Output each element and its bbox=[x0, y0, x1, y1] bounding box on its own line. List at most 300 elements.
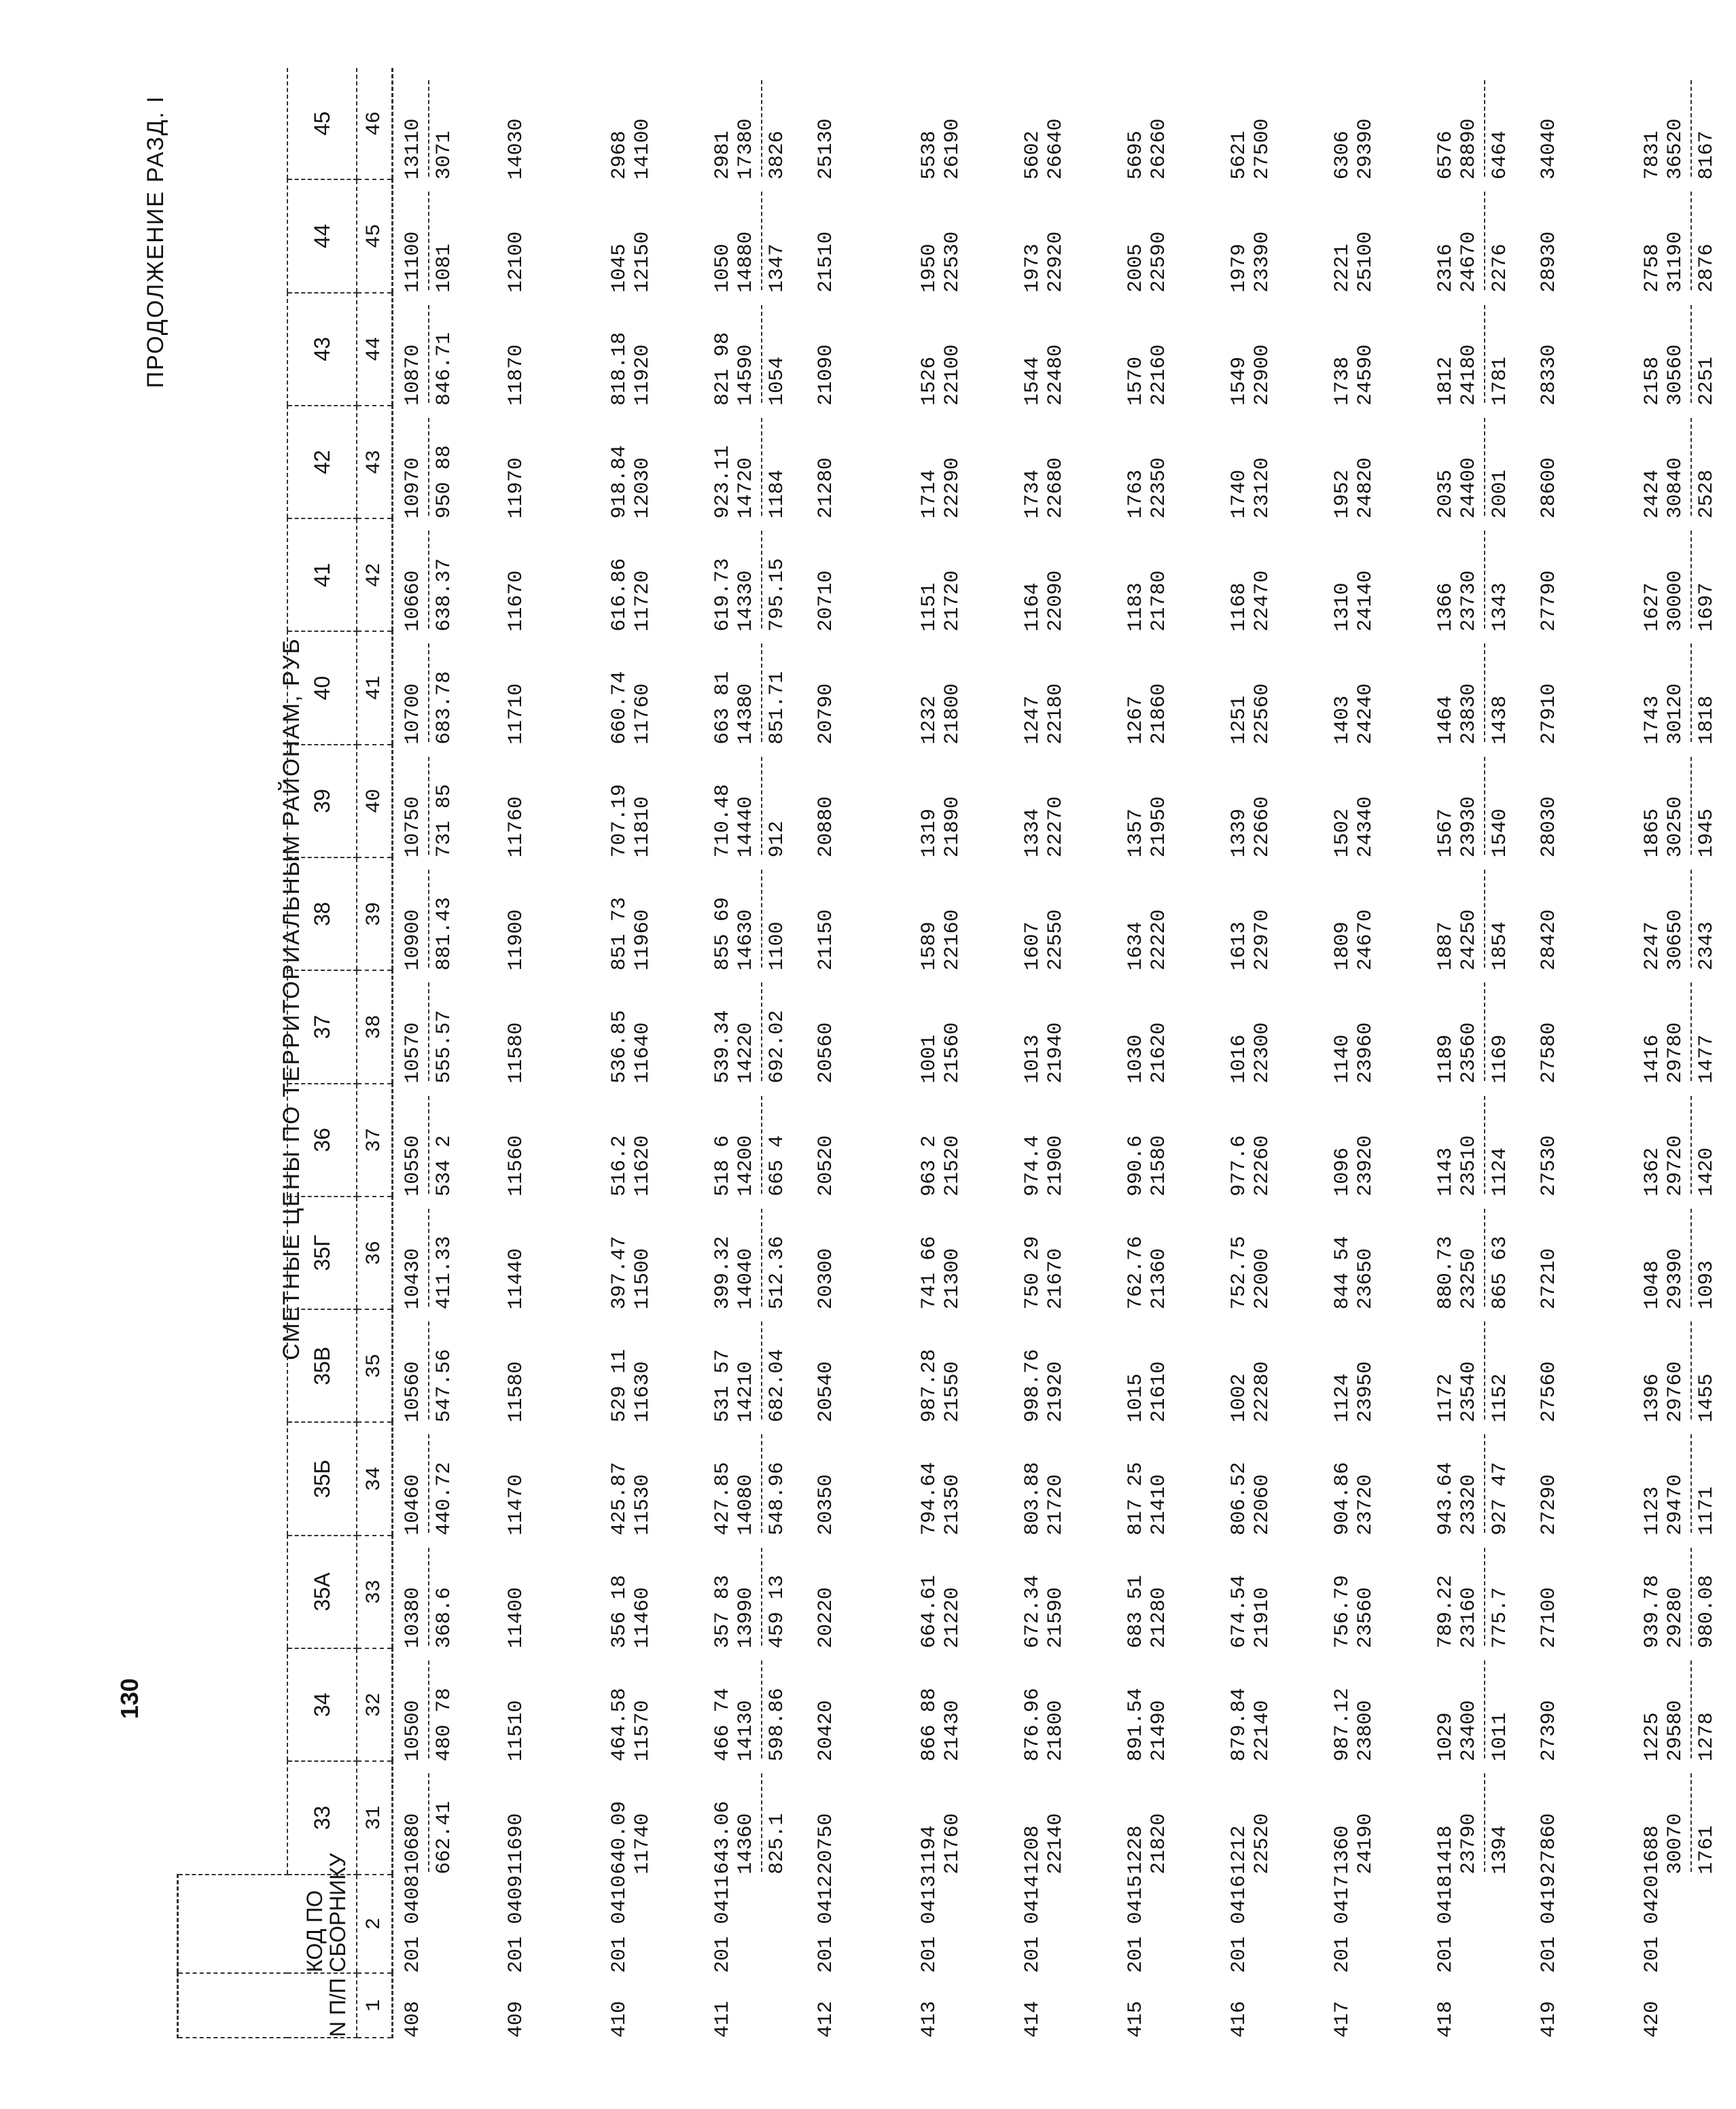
dash-separator bbox=[761, 1209, 762, 1307]
price-value: 2001 bbox=[1488, 469, 1512, 519]
price-value: 28030 bbox=[1537, 796, 1561, 858]
price-value: 846.71 bbox=[432, 332, 456, 406]
price-value: 2968 bbox=[607, 130, 631, 180]
price-value: 1366 bbox=[1434, 582, 1457, 632]
price-cell bbox=[1220, 1197, 1323, 1309]
price-cell bbox=[1013, 406, 1116, 518]
price-value: 752.75 bbox=[1227, 1236, 1251, 1310]
price-cell bbox=[1013, 1648, 1116, 1761]
price-value: 660.74 bbox=[607, 671, 631, 745]
dash-separator bbox=[1484, 1096, 1485, 1194]
price-value: 29470 bbox=[1663, 1474, 1687, 1536]
price-value: 25130 bbox=[814, 118, 838, 180]
price-value: 23390 bbox=[1250, 231, 1274, 293]
price-value: 22920 bbox=[1044, 231, 1067, 293]
price-value: 20710 bbox=[814, 570, 838, 632]
row-number: 420 bbox=[1640, 2000, 1664, 2038]
price-cell bbox=[1529, 1084, 1633, 1197]
price-cell bbox=[600, 1761, 703, 1874]
price-value: 10430 bbox=[401, 1248, 425, 1310]
price-value: 1973 bbox=[1021, 243, 1044, 293]
price-value: 21550 bbox=[940, 1361, 964, 1423]
price-cell bbox=[807, 1648, 910, 1761]
price-value: 23160 bbox=[1457, 1587, 1481, 1649]
price-value: 683 51 bbox=[1124, 1575, 1148, 1649]
price-value: 27790 bbox=[1537, 570, 1561, 632]
price-cell bbox=[1323, 68, 1426, 179]
region-header: 42 bbox=[287, 406, 357, 518]
price-value: 11440 bbox=[504, 1248, 528, 1310]
price-cell bbox=[392, 857, 497, 970]
price-cell bbox=[1220, 1536, 1323, 1648]
price-value: 879.84 bbox=[1227, 1688, 1251, 1762]
price-value: 21520 bbox=[940, 1135, 964, 1197]
price-value: 21920 bbox=[1044, 1361, 1067, 1423]
price-value: 1081 bbox=[432, 243, 456, 293]
region-header: 36 bbox=[287, 1084, 357, 1197]
dash-separator bbox=[761, 1096, 762, 1194]
price-value: 21820 bbox=[1147, 1813, 1171, 1875]
price-cell bbox=[1220, 745, 1323, 857]
price-value: 480 78 bbox=[432, 1688, 456, 1762]
price-cell bbox=[497, 293, 600, 406]
price-cell bbox=[392, 293, 497, 406]
column-number: 35 bbox=[357, 1309, 393, 1422]
price-value: 22270 bbox=[1044, 796, 1067, 858]
price-value: 707.19 bbox=[607, 784, 631, 858]
price-value: 20750 bbox=[814, 1813, 838, 1875]
price-value: 25100 bbox=[1353, 231, 1377, 293]
price-value: 10460 bbox=[401, 1474, 425, 1536]
price-value: 24590 bbox=[1353, 344, 1377, 406]
price-value: 11470 bbox=[504, 1474, 528, 1536]
region-header: 35А bbox=[287, 1536, 357, 1648]
price-value: 927 47 bbox=[1488, 1461, 1512, 1536]
price-value: 643.06 bbox=[711, 1801, 734, 1875]
dash-separator bbox=[1690, 1096, 1692, 1194]
price-cell bbox=[1633, 518, 1736, 631]
price-value: 881.43 bbox=[432, 897, 456, 971]
price-cell bbox=[1220, 1422, 1323, 1535]
price-cell bbox=[1529, 1536, 1633, 1648]
price-cell bbox=[1633, 632, 1736, 745]
price-cell bbox=[1116, 518, 1220, 631]
price-value: 12150 bbox=[631, 231, 654, 293]
price-value: 1045 bbox=[607, 243, 631, 293]
row-code: 201 0418 bbox=[1434, 1875, 1457, 1973]
price-value: 24820 bbox=[1353, 457, 1377, 519]
price-value: 1979 bbox=[1227, 243, 1251, 293]
price-value: 21860 bbox=[1147, 683, 1171, 745]
price-value: 6576 bbox=[1434, 130, 1457, 180]
price-value: 440.72 bbox=[432, 1461, 456, 1536]
price-value: 1002 bbox=[1227, 1373, 1251, 1423]
price-cell bbox=[1529, 293, 1633, 406]
price-value: 851 73 bbox=[607, 897, 631, 971]
dash-separator bbox=[428, 1096, 429, 1194]
price-cell bbox=[807, 68, 910, 179]
price-value: 1015 bbox=[1124, 1373, 1148, 1423]
price-value: 21720 bbox=[940, 570, 964, 632]
price-value: 1001 bbox=[917, 1034, 941, 1084]
price-cell bbox=[910, 518, 1013, 631]
dash-separator bbox=[1484, 192, 1485, 289]
row-number: 415 bbox=[1124, 2000, 1148, 2038]
column-number: 45 bbox=[357, 179, 393, 292]
price-value: 21760 bbox=[940, 1813, 964, 1875]
price-value: 22660 bbox=[1250, 796, 1274, 858]
price-value: 1096 bbox=[1330, 1147, 1354, 1197]
row-code: 201 0420 bbox=[1640, 1875, 1664, 1973]
column-number: 44 bbox=[357, 293, 393, 406]
price-value: 21910 bbox=[1250, 1587, 1274, 1649]
price-value: 23790 bbox=[1457, 1813, 1481, 1875]
price-value: 1589 bbox=[917, 921, 941, 971]
dash-separator bbox=[1484, 1548, 1485, 1646]
price-value: 1818 bbox=[1695, 695, 1718, 745]
column-number: 37 bbox=[357, 1084, 393, 1197]
table-row bbox=[910, 68, 1013, 2038]
price-cell bbox=[1426, 857, 1529, 970]
price-cell bbox=[1633, 1761, 1736, 1874]
price-value: 22530 bbox=[940, 231, 964, 293]
price-cell bbox=[1426, 1761, 1529, 1874]
price-cell bbox=[1220, 1648, 1323, 1761]
price-value: 1100 bbox=[765, 921, 789, 971]
dash-separator bbox=[428, 982, 429, 1080]
price-cell bbox=[1426, 1084, 1529, 1197]
price-value: 1016 bbox=[1227, 1034, 1251, 1084]
price-value: 5538 bbox=[917, 130, 941, 180]
price-value: 1477 bbox=[1695, 1034, 1718, 1084]
price-value: 750 29 bbox=[1021, 1236, 1044, 1310]
price-value: 22300 bbox=[1250, 1022, 1274, 1084]
price-value: 1225 bbox=[1640, 1712, 1664, 1762]
price-value: 741 66 bbox=[917, 1236, 941, 1310]
row-code: 201 0417 bbox=[1330, 1875, 1354, 1973]
price-value: 11510 bbox=[504, 1700, 528, 1762]
price-value: 24190 bbox=[1353, 1813, 1377, 1875]
price-value: 1011 bbox=[1488, 1712, 1512, 1762]
dash-separator bbox=[1484, 305, 1485, 403]
price-cell bbox=[1013, 179, 1116, 292]
price-cell bbox=[1116, 68, 1220, 179]
row-code: 201 0419 bbox=[1537, 1875, 1561, 1973]
price-value: 3071 bbox=[432, 130, 456, 180]
price-value: 1714 bbox=[917, 469, 941, 519]
price-cell bbox=[600, 1309, 703, 1422]
price-cell bbox=[910, 745, 1013, 857]
price-value: 12100 bbox=[504, 231, 528, 293]
price-value: 662.41 bbox=[432, 1801, 456, 1875]
price-cell bbox=[1323, 1761, 1426, 1874]
price-value: 23120 bbox=[1250, 457, 1274, 519]
price-value: 27580 bbox=[1537, 1022, 1561, 1084]
price-value: 28600 bbox=[1537, 457, 1561, 519]
price-value: 411.33 bbox=[432, 1236, 456, 1310]
dash-separator bbox=[1484, 418, 1485, 516]
price-cell bbox=[807, 1197, 910, 1309]
price-value: 1945 bbox=[1695, 809, 1718, 858]
dash-separator bbox=[761, 1661, 762, 1758]
price-cell bbox=[910, 1084, 1013, 1197]
price-value: 11580 bbox=[504, 1361, 528, 1423]
price-value: 1124 bbox=[1330, 1373, 1354, 1423]
price-value: 616.86 bbox=[607, 558, 631, 632]
price-value: 21800 bbox=[1044, 1700, 1067, 1762]
price-value: 11760 bbox=[631, 683, 654, 745]
price-value: 619.73 bbox=[711, 558, 734, 632]
price-cell bbox=[703, 632, 807, 745]
price-value: 23560 bbox=[1457, 1022, 1481, 1084]
price-value: 998.76 bbox=[1021, 1349, 1044, 1423]
price-cell bbox=[910, 857, 1013, 970]
price-value: 10570 bbox=[401, 1022, 425, 1084]
table-row bbox=[600, 68, 703, 2038]
price-cell bbox=[703, 1309, 807, 1422]
price-value: 950 88 bbox=[432, 445, 456, 519]
price-value: 939.78 bbox=[1640, 1575, 1664, 1649]
price-value: 2276 bbox=[1488, 243, 1512, 293]
price-value: 10680 bbox=[401, 1813, 425, 1875]
price-value: 2247 bbox=[1640, 921, 1664, 971]
price-value: 1634 bbox=[1124, 921, 1148, 971]
price-value: 2316 bbox=[1434, 243, 1457, 293]
price-cell bbox=[1323, 179, 1426, 292]
price-value: 29760 bbox=[1663, 1361, 1687, 1423]
price-value: 731 85 bbox=[432, 784, 456, 858]
rotated-content bbox=[143, 68, 1718, 2038]
price-value: 891.54 bbox=[1124, 1688, 1148, 1762]
price-value: 1360 bbox=[1330, 1825, 1354, 1875]
price-value: 10870 bbox=[401, 344, 425, 406]
price-value: 464.58 bbox=[607, 1688, 631, 1762]
price-cell bbox=[1426, 632, 1529, 745]
price-value: 11560 bbox=[504, 1135, 528, 1197]
price-value: 14080 bbox=[734, 1474, 758, 1536]
dash-separator bbox=[1690, 1661, 1692, 1758]
price-value: 710.48 bbox=[711, 784, 734, 858]
price-value: 22160 bbox=[1147, 344, 1171, 406]
price-value: 22520 bbox=[1250, 1813, 1274, 1875]
price-cell bbox=[1220, 179, 1323, 292]
price-cell bbox=[1633, 293, 1736, 406]
price-value: 1570 bbox=[1124, 356, 1148, 406]
price-cell bbox=[807, 293, 910, 406]
price-value: 8167 bbox=[1695, 130, 1718, 180]
price-value: 1194 bbox=[917, 1825, 941, 1875]
price-value: 20560 bbox=[814, 1022, 838, 1084]
price-value: 21590 bbox=[1044, 1587, 1067, 1649]
price-value: 21900 bbox=[1044, 1135, 1067, 1197]
price-value: 21950 bbox=[1147, 796, 1171, 858]
price-cell bbox=[1013, 1761, 1116, 1874]
price-cell bbox=[1426, 68, 1529, 179]
price-cell bbox=[1529, 1761, 1633, 1874]
price-value: 22140 bbox=[1250, 1700, 1274, 1762]
price-value: 1151 bbox=[917, 582, 941, 632]
price-value: 26190 bbox=[940, 118, 964, 180]
price-value: 11720 bbox=[631, 570, 654, 632]
price-value: 534 2 bbox=[432, 1135, 456, 1197]
price-value: 22280 bbox=[1250, 1361, 1274, 1423]
column-number: 41 bbox=[357, 632, 393, 745]
dash-separator bbox=[1690, 1434, 1692, 1532]
dash-separator bbox=[1484, 644, 1485, 742]
price-cell bbox=[703, 1761, 807, 1874]
price-value: 2251 bbox=[1695, 356, 1718, 406]
price-value: 2424 bbox=[1640, 469, 1664, 519]
row-number: 411 bbox=[711, 2000, 734, 2038]
price-cell bbox=[1220, 857, 1323, 970]
price-value: 11970 bbox=[504, 457, 528, 519]
price-value: 539.34 bbox=[711, 1010, 734, 1084]
price-cell bbox=[1633, 406, 1736, 518]
price-value: 22220 bbox=[1147, 909, 1171, 971]
price-value: 24340 bbox=[1353, 796, 1377, 858]
price-cell bbox=[1529, 68, 1633, 179]
price-cell bbox=[392, 1197, 497, 1309]
price-value: 1334 bbox=[1021, 809, 1044, 858]
price-value: 2876 bbox=[1695, 243, 1718, 293]
dash-separator bbox=[761, 305, 762, 403]
price-value: 10700 bbox=[401, 683, 425, 745]
price-value: 1697 bbox=[1695, 582, 1718, 632]
price-value: 27500 bbox=[1250, 118, 1274, 180]
price-value: 27910 bbox=[1537, 683, 1561, 745]
region-header: 41 bbox=[287, 518, 357, 631]
column-number: 32 bbox=[357, 1648, 393, 1761]
price-value: 963 2 bbox=[917, 1135, 941, 1197]
section-header: ПРОДОЛЖЕНИЕ РАЗД. I bbox=[143, 95, 169, 389]
price-value: 23400 bbox=[1457, 1700, 1481, 1762]
dash-separator bbox=[1690, 80, 1692, 177]
price-value: 5695 bbox=[1124, 130, 1148, 180]
price-cell bbox=[1323, 1648, 1426, 1761]
price-cell bbox=[807, 857, 910, 970]
price-value: 1189 bbox=[1434, 1034, 1457, 1084]
price-value: 21720 bbox=[1044, 1474, 1067, 1536]
price-value: 11760 bbox=[504, 796, 528, 858]
price-cell bbox=[1013, 293, 1116, 406]
price-cell bbox=[807, 1309, 910, 1422]
price-value: 368.6 bbox=[432, 1587, 456, 1649]
row-code: 201 0410 bbox=[607, 1875, 631, 1973]
price-value: 1544 bbox=[1021, 356, 1044, 406]
price-value: 27530 bbox=[1537, 1135, 1561, 1197]
price-cell bbox=[1013, 857, 1116, 970]
price-cell bbox=[1013, 1084, 1116, 1197]
column-number: 31 bbox=[357, 1761, 393, 1874]
price-value: 30560 bbox=[1663, 344, 1687, 406]
price-cell bbox=[703, 518, 807, 631]
price-value: 30070 bbox=[1663, 1813, 1687, 1875]
price-value: 14200 bbox=[734, 1135, 758, 1197]
price-value: 775.7 bbox=[1488, 1587, 1512, 1649]
price-value: 1319 bbox=[917, 809, 941, 858]
price-value: 1464 bbox=[1434, 695, 1457, 745]
row-number: 413 bbox=[917, 2000, 941, 2038]
price-value: 356 18 bbox=[607, 1575, 631, 1649]
price-cell bbox=[1529, 745, 1633, 857]
price-cell bbox=[910, 406, 1013, 518]
price-cell bbox=[1633, 857, 1736, 970]
price-cell bbox=[1633, 1422, 1736, 1535]
price-cell bbox=[1323, 293, 1426, 406]
price-cell bbox=[1323, 632, 1426, 745]
price-value: 11690 bbox=[504, 1813, 528, 1875]
price-value: 1054 bbox=[765, 356, 789, 406]
dash-separator bbox=[428, 757, 429, 855]
price-cell bbox=[807, 632, 910, 745]
row-code: 201 0415 bbox=[1124, 1875, 1148, 1973]
price-value: 22160 bbox=[940, 909, 964, 971]
price-cell bbox=[600, 1536, 703, 1648]
price-cell bbox=[600, 745, 703, 857]
price-cell bbox=[392, 1422, 497, 1535]
price-value: 1169 bbox=[1488, 1034, 1512, 1084]
price-value: 1567 bbox=[1434, 809, 1457, 858]
price-value: 7831 bbox=[1640, 130, 1664, 180]
price-cell bbox=[1426, 745, 1529, 857]
price-value: 1278 bbox=[1695, 1712, 1718, 1762]
price-value: 987.12 bbox=[1330, 1688, 1354, 1762]
price-value: 11570 bbox=[631, 1700, 654, 1762]
price-cell bbox=[1426, 1536, 1529, 1648]
dash-separator bbox=[761, 1773, 762, 1871]
price-value: 11670 bbox=[504, 570, 528, 632]
price-cell bbox=[1633, 1197, 1736, 1309]
price-cell bbox=[1529, 179, 1633, 292]
price-value: 26260 bbox=[1147, 118, 1171, 180]
dash-separator bbox=[428, 1548, 429, 1646]
price-cell bbox=[1323, 1536, 1426, 1648]
price-value: 21350 bbox=[940, 1474, 964, 1536]
price-value: 22260 bbox=[1250, 1135, 1274, 1197]
dash-separator bbox=[428, 1434, 429, 1532]
price-cell bbox=[1013, 1536, 1116, 1648]
row-number: 410 bbox=[607, 2000, 631, 2038]
price-value: 21280 bbox=[814, 457, 838, 519]
column-number: 34 bbox=[357, 1422, 393, 1535]
price-value: 806.52 bbox=[1227, 1461, 1251, 1536]
row-number: 409 bbox=[504, 2000, 528, 2038]
price-value: 11640 bbox=[631, 1022, 654, 1084]
price-value: 1124 bbox=[1488, 1147, 1512, 1197]
price-value: 518 6 bbox=[711, 1135, 734, 1197]
price-value: 5602 bbox=[1021, 130, 1044, 180]
dash-separator bbox=[1690, 1773, 1692, 1871]
price-value: 880.73 bbox=[1434, 1236, 1457, 1310]
price-value: 21940 bbox=[1044, 1022, 1067, 1084]
price-value: 1887 bbox=[1434, 921, 1457, 971]
price-value: 11960 bbox=[631, 909, 654, 971]
price-value: 1347 bbox=[765, 243, 789, 293]
row-code: 201 0408 bbox=[401, 1875, 425, 1973]
price-cell bbox=[1116, 1197, 1220, 1309]
price-cell bbox=[1323, 857, 1426, 970]
price-cell bbox=[497, 68, 600, 179]
dash-separator bbox=[428, 1209, 429, 1307]
price-value: 6464 bbox=[1488, 130, 1512, 180]
price-value: 11900 bbox=[504, 909, 528, 971]
price-cell bbox=[1323, 745, 1426, 857]
price-value: 1761 bbox=[1695, 1825, 1718, 1875]
price-value: 1688 bbox=[1640, 1825, 1664, 1875]
price-value: 640.09 bbox=[607, 1801, 631, 1875]
price-value: 11870 bbox=[504, 344, 528, 406]
price-value: 1362 bbox=[1640, 1147, 1664, 1197]
